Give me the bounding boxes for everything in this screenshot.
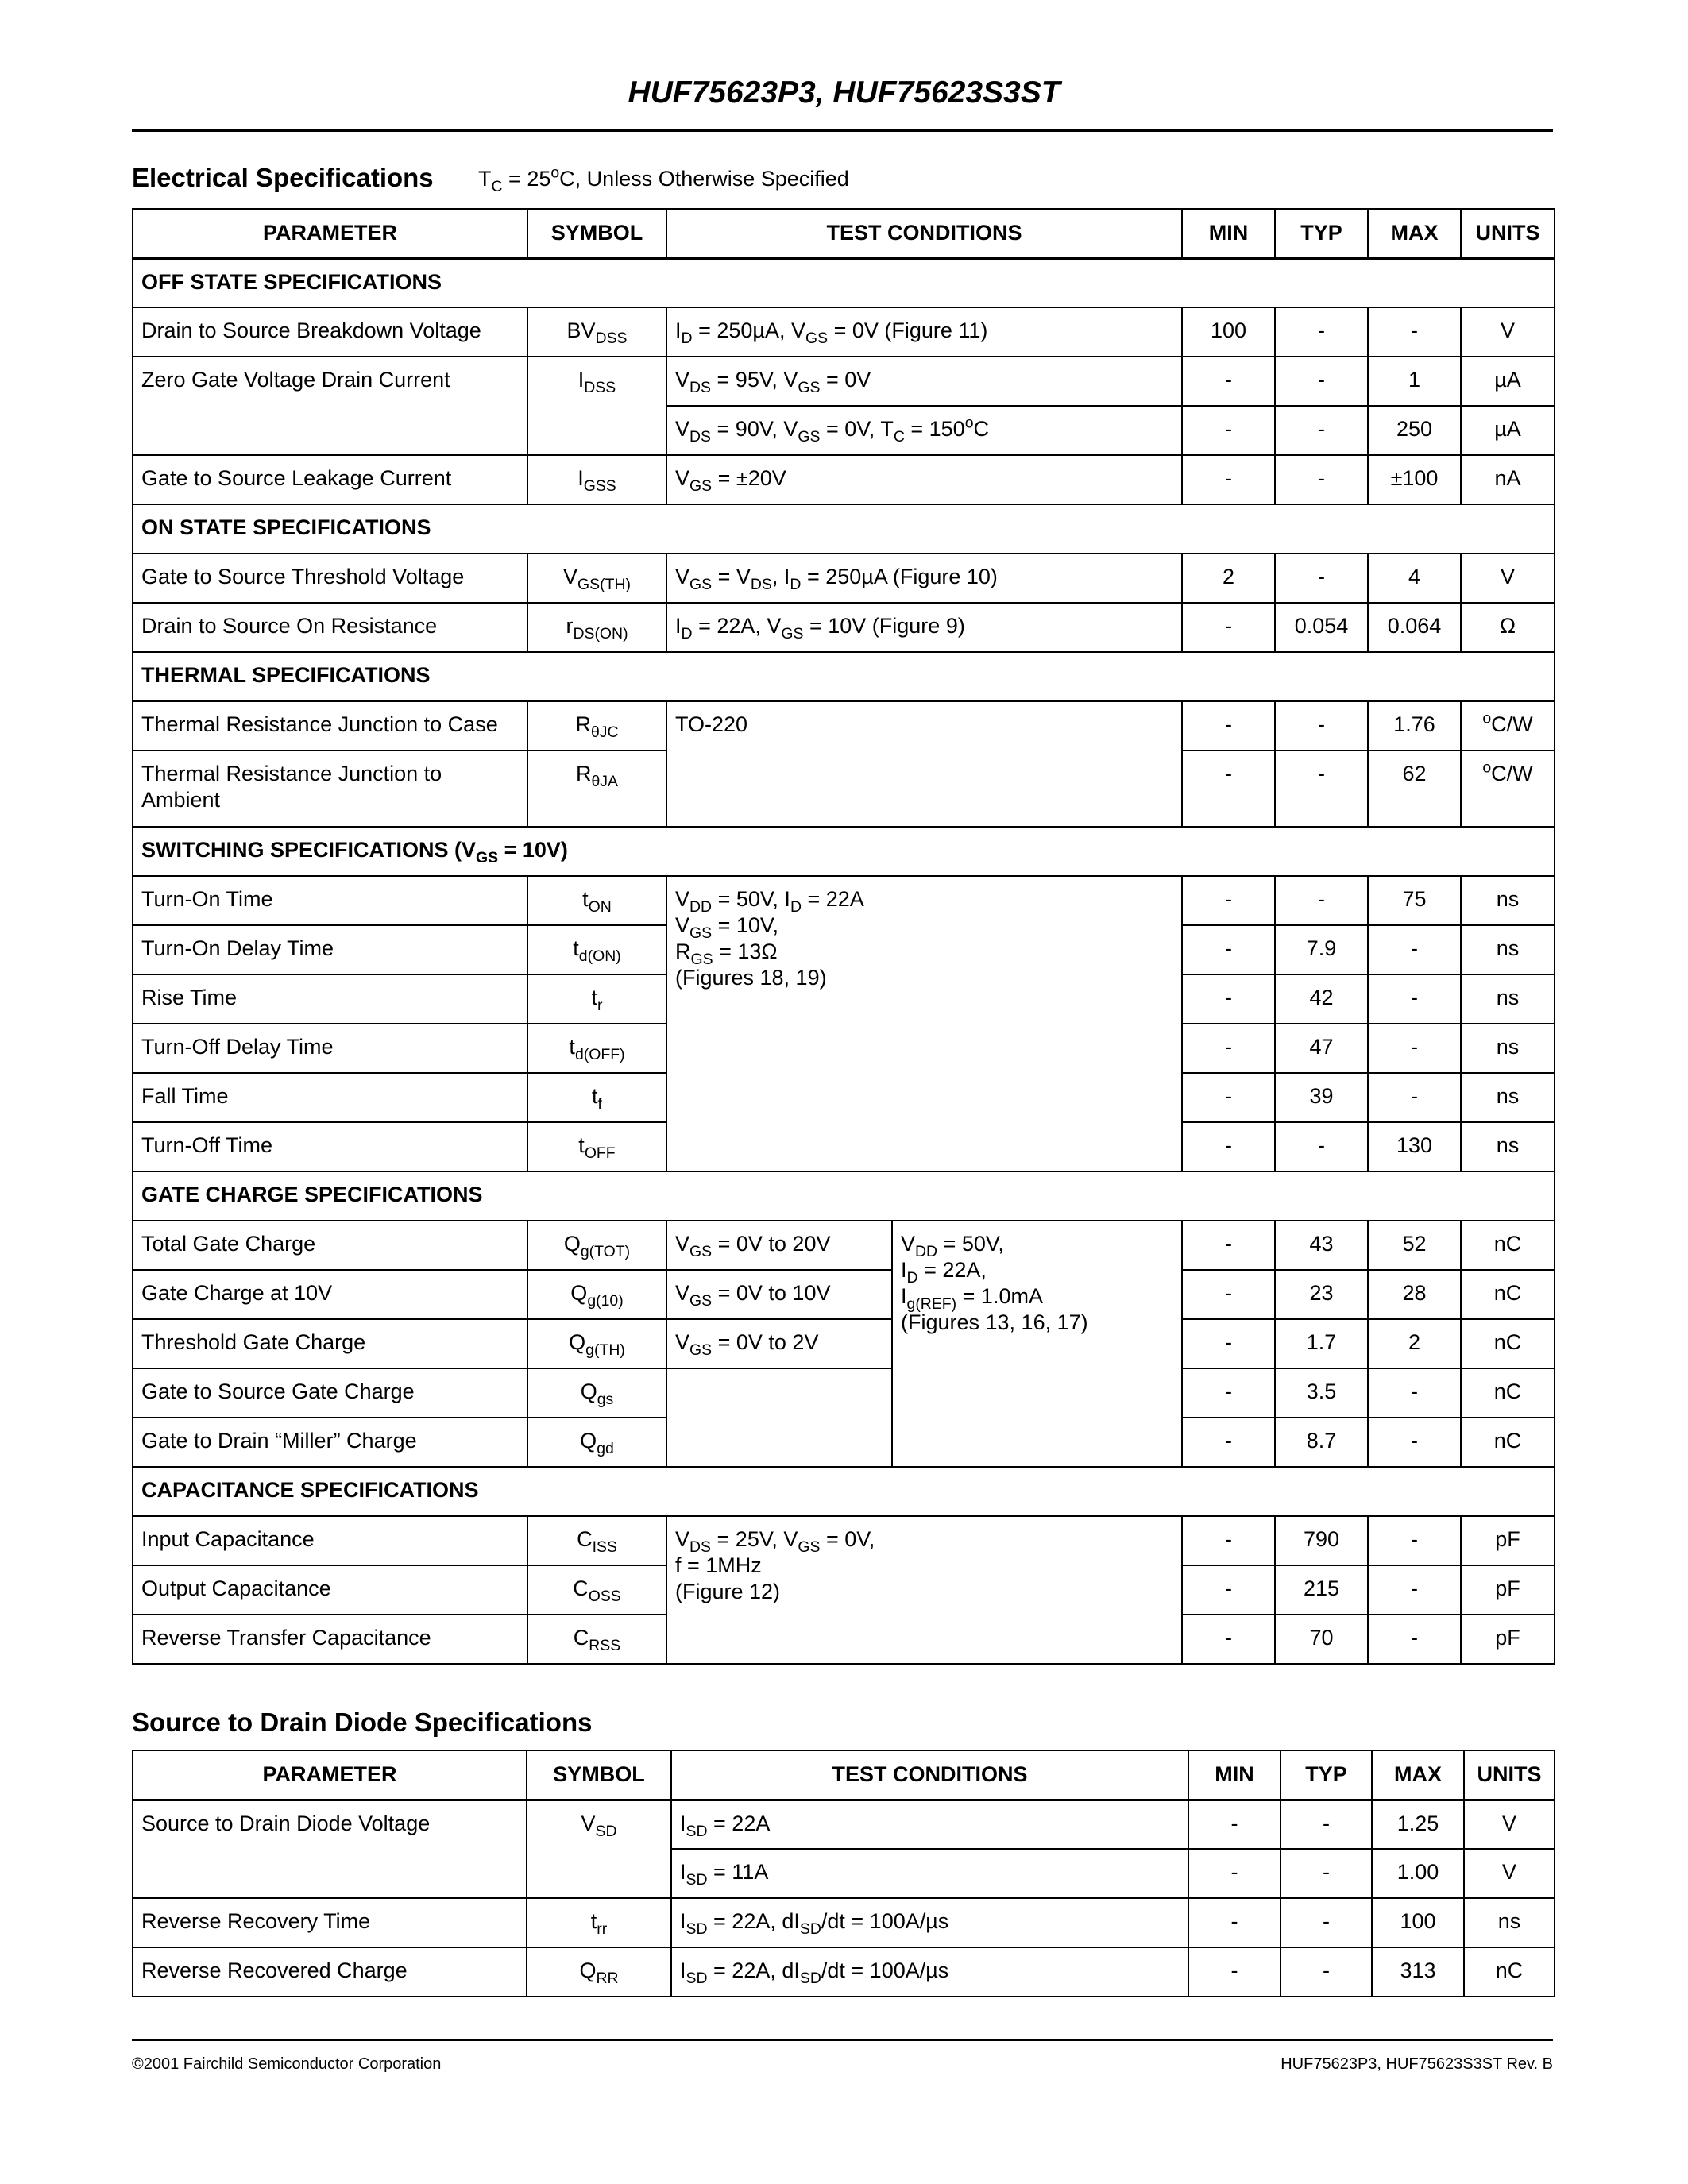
units-cell: nC xyxy=(1461,1319,1555,1368)
col-header-symbol: SYMBOL xyxy=(527,209,666,258)
table-row xyxy=(133,1516,1555,1565)
typ-cell: - xyxy=(1275,876,1368,925)
max-cell: 28 xyxy=(1368,1270,1461,1319)
col-header-symbol: SYMBOL xyxy=(527,1750,671,1800)
symbol-cell: $t_r$ xyxy=(527,974,666,1024)
diode-specs-table xyxy=(132,1750,1555,1997)
conditions-cell: $V_{GS} = V_{DS}$, $I_D = 250\mu A$ (Figure 10) xyxy=(666,554,1182,603)
condition-line: $V_{DD} = 50V$, xyxy=(901,1232,1004,1260)
symbol-cell: $Q_{gs}$ xyxy=(527,1368,666,1418)
table-row xyxy=(133,1898,1555,1947)
section-gate-charge: GATE CHARGE SPECIFICATIONS xyxy=(133,1171,1555,1221)
section-thermal: THERMAL SPECIFICATIONS xyxy=(133,652,1555,701)
capacitance-conditions-cell xyxy=(666,1516,1182,1664)
conditions-cell: $V_{GS} = 0V$ to 20V xyxy=(666,1221,892,1270)
param-cell: Threshold Gate Charge xyxy=(133,1319,527,1368)
typ-cell: 1.7 xyxy=(1275,1319,1368,1368)
col-header-typ: TYP xyxy=(1280,1750,1372,1800)
symbol-cell: $t_{d(OFF)}$ xyxy=(527,1024,666,1073)
conditions-cell: $I_{SD} = 11A$ xyxy=(671,1849,1188,1898)
col-header-parameter: PARAMETER xyxy=(133,1750,527,1800)
conditions-cell: $V_{DS} = 95V$, $V_{GS} = 0V$ xyxy=(666,357,1182,406)
col-header-typ: TYP xyxy=(1275,209,1368,258)
max-cell: - xyxy=(1368,1615,1461,1664)
conditions-cell: $V_{DS} = 90V$, $V_{GS} = 0V$, $T_C = 150^oC$ xyxy=(666,406,1182,455)
typ-cell: 3.5 xyxy=(1275,1368,1368,1418)
table-row xyxy=(133,1947,1555,1997)
table-row xyxy=(133,701,1555,751)
param-cell: Turn-On Delay Time xyxy=(133,925,527,974)
typ-cell: - xyxy=(1275,554,1368,603)
typ-cell: 47 xyxy=(1275,1024,1368,1073)
max-cell: 4 xyxy=(1368,554,1461,603)
table-row xyxy=(133,455,1555,504)
symbol-cell: $I_{DSS}$ xyxy=(527,357,666,455)
units-cell: V xyxy=(1464,1849,1555,1898)
param-cell: Thermal Resistance Junction to Case xyxy=(133,701,527,751)
units-cell: pF xyxy=(1461,1615,1555,1664)
units-cell: Ω xyxy=(1461,603,1555,652)
table-header-row xyxy=(133,209,1555,258)
min-cell: - xyxy=(1182,1221,1275,1270)
units-cell: nC xyxy=(1461,1368,1555,1418)
param-cell: Input Capacitance xyxy=(133,1516,527,1565)
section-off-state: OFF STATE SPECIFICATIONS xyxy=(133,258,1555,307)
symbol-cell: $Q_{g(TOT)}$ xyxy=(527,1221,666,1270)
diode-specs-title: Source to Drain Diode Specifications xyxy=(132,1707,593,1737)
units-cell: nC xyxy=(1461,1221,1555,1270)
condition-line: (Figures 13, 16, 17) xyxy=(901,1310,1088,1334)
typ-cell: - xyxy=(1280,1947,1372,1997)
col-header-max: MAX xyxy=(1372,1750,1464,1800)
symbol-cell: $Q_{g(TH)}$ xyxy=(527,1319,666,1368)
symbol-cell: $C_{ISS}$ xyxy=(527,1516,666,1565)
symbol-cell: $C_{RSS}$ xyxy=(527,1615,666,1664)
min-cell: - xyxy=(1182,603,1275,652)
typ-cell: 8.7 xyxy=(1275,1418,1368,1467)
typ-cell: 215 xyxy=(1275,1565,1368,1615)
min-cell: - xyxy=(1182,357,1275,406)
param-cell: Source to Drain Diode Voltage xyxy=(133,1800,527,1898)
min-cell: - xyxy=(1182,1270,1275,1319)
max-cell: - xyxy=(1368,1565,1461,1615)
min-cell: 100 xyxy=(1182,307,1275,357)
typ-cell: - xyxy=(1275,307,1368,357)
electrical-specs-condition-note: $T_C = 25^oC$, Unless Otherwise Specified xyxy=(478,164,849,195)
max-cell: - xyxy=(1368,974,1461,1024)
param-cell: Gate to Source Threshold Voltage xyxy=(133,554,527,603)
max-cell: 130 xyxy=(1368,1122,1461,1171)
max-cell: 1.25 xyxy=(1372,1800,1464,1849)
symbol-cell: $Q_{gd}$ xyxy=(527,1418,666,1467)
min-cell: - xyxy=(1182,1418,1275,1467)
param-cell: Reverse Transfer Capacitance xyxy=(133,1615,527,1664)
max-cell: 100 xyxy=(1372,1898,1464,1947)
gate-charge-conditions-cell xyxy=(892,1221,1182,1467)
min-cell: - xyxy=(1182,1073,1275,1122)
condition-line: $I_{g(REF)} = 1.0mA$ xyxy=(901,1284,1043,1313)
param-cell: Thermal Resistance Junction to Ambient xyxy=(133,751,527,827)
condition-line: $R_{GS} = 13\Omega$ xyxy=(675,940,778,968)
symbol-cell: $Q_{RR}$ xyxy=(527,1947,671,1997)
conditions-cell: $V_{GS} = 0V$ to 10V xyxy=(666,1270,892,1319)
units-cell: $^o$C/W xyxy=(1461,701,1555,751)
units-cell: ns xyxy=(1461,1024,1555,1073)
symbol-cell: $r_{DS(ON)}$ xyxy=(527,603,666,652)
col-header-min: MIN xyxy=(1182,209,1275,258)
conditions-cell: $I_D = 22A$, $V_{GS} = 10V$ (Figure 9) xyxy=(666,603,1182,652)
symbol-cell: $R_{\theta JA}$ xyxy=(527,751,666,827)
max-cell: 2 xyxy=(1368,1319,1461,1368)
units-cell: ns xyxy=(1464,1898,1555,1947)
param-cell: Reverse Recovery Time xyxy=(133,1898,527,1947)
max-cell: ±100 xyxy=(1368,455,1461,504)
typ-cell: - xyxy=(1275,1122,1368,1171)
param-cell: Gate to Source Gate Charge xyxy=(133,1368,527,1418)
min-cell: - xyxy=(1182,1615,1275,1664)
param-cell: Total Gate Charge xyxy=(133,1221,527,1270)
max-cell: 62 xyxy=(1368,751,1461,827)
electrical-specs-table xyxy=(132,208,1555,1665)
min-cell: - xyxy=(1188,1800,1280,1849)
units-cell: pF xyxy=(1461,1565,1555,1615)
symbol-cell: $I_{GSS}$ xyxy=(527,455,666,504)
min-cell: - xyxy=(1182,876,1275,925)
param-cell: Zero Gate Voltage Drain Current xyxy=(133,357,527,455)
section-row xyxy=(133,827,1555,876)
units-cell: V xyxy=(1461,307,1555,357)
max-cell: 250 xyxy=(1368,406,1461,455)
typ-cell: 23 xyxy=(1275,1270,1368,1319)
units-cell: nC xyxy=(1461,1270,1555,1319)
max-cell: 1.76 xyxy=(1368,701,1461,751)
min-cell: - xyxy=(1182,1516,1275,1565)
min-cell: - xyxy=(1188,1898,1280,1947)
conditions-cell: TO-220 xyxy=(666,701,1182,827)
footer-copyright: ©2001 Fairchild Semiconductor Corporation xyxy=(132,2055,442,2073)
col-header-test-conditions: TEST CONDITIONS xyxy=(671,1750,1188,1800)
col-header-parameter: PARAMETER xyxy=(133,209,527,258)
min-cell: - xyxy=(1188,1849,1280,1898)
section-row xyxy=(133,258,1555,307)
section-capacitance: CAPACITANCE SPECIFICATIONS xyxy=(133,1467,1555,1516)
table-row xyxy=(133,876,1555,925)
max-cell: 75 xyxy=(1368,876,1461,925)
symbol-cell: $R_{\theta JC}$ xyxy=(527,701,666,751)
condition-line: $V_{DS} = 25V$, $V_{GS} = 0V$, xyxy=(675,1527,875,1556)
symbol-cell: $V_{SD}$ xyxy=(527,1800,671,1898)
table-header-row xyxy=(133,1750,1555,1800)
min-cell: - xyxy=(1182,1024,1275,1073)
typ-cell: - xyxy=(1275,406,1368,455)
table-row xyxy=(133,1800,1555,1849)
typ-cell: - xyxy=(1280,1800,1372,1849)
header-rule xyxy=(132,129,1553,132)
min-cell: - xyxy=(1182,406,1275,455)
units-cell: V xyxy=(1464,1800,1555,1849)
max-cell: - xyxy=(1368,925,1461,974)
condition-line: (Figures 18, 19) xyxy=(675,966,827,990)
min-cell: - xyxy=(1182,1565,1275,1615)
symbol-cell: $t_{ON}$ xyxy=(527,876,666,925)
symbol-cell: $t_f$ xyxy=(527,1073,666,1122)
section-on-state: ON STATE SPECIFICATIONS xyxy=(133,504,1555,554)
footer-part-revision: HUF75623P3, HUF75623S3ST Rev. B xyxy=(1280,2055,1553,2073)
min-cell: - xyxy=(1182,455,1275,504)
units-cell: ns xyxy=(1461,1122,1555,1171)
min-cell: 2 xyxy=(1182,554,1275,603)
units-cell: µA xyxy=(1461,357,1555,406)
table-row xyxy=(133,357,1555,406)
min-cell: - xyxy=(1188,1947,1280,1997)
min-cell: - xyxy=(1182,701,1275,751)
section-row xyxy=(133,652,1555,701)
max-cell: - xyxy=(1368,307,1461,357)
table-row xyxy=(133,1368,1555,1418)
max-cell: - xyxy=(1368,1418,1461,1467)
symbol-cell: $t_{rr}$ xyxy=(527,1898,671,1947)
page-title: HUF75623P3, HUF75623S3ST xyxy=(628,75,1060,110)
table-row xyxy=(133,554,1555,603)
table-row xyxy=(133,1319,1555,1368)
table-row xyxy=(133,307,1555,357)
typ-cell: - xyxy=(1280,1898,1372,1947)
conditions-cell: $I_{SD} = 22A$, $dI_{SD}/dt = 100A/\mu s$ xyxy=(671,1898,1188,1947)
section-row xyxy=(133,504,1555,554)
conditions-cell: $I_{SD} = 22A$, $dI_{SD}/dt = 100A/\mu s$ xyxy=(671,1947,1188,1997)
conditions-cell-empty xyxy=(666,1368,892,1467)
typ-cell: 42 xyxy=(1275,974,1368,1024)
footer-rule xyxy=(132,2039,1553,2041)
units-cell: nA xyxy=(1461,455,1555,504)
section-row xyxy=(133,1467,1555,1516)
max-cell: 1.00 xyxy=(1372,1849,1464,1898)
param-cell: Drain to Source Breakdown Voltage xyxy=(133,307,527,357)
symbol-cell: $BV_{DSS}$ xyxy=(527,307,666,357)
max-cell: 313 xyxy=(1372,1947,1464,1997)
param-cell: Reverse Recovered Charge xyxy=(133,1947,527,1997)
units-cell: $^o$C/W xyxy=(1461,751,1555,827)
typ-cell: - xyxy=(1275,701,1368,751)
symbol-cell: $t_{d(ON)}$ xyxy=(527,925,666,974)
switching-conditions-cell xyxy=(666,876,1182,1171)
param-cell: Gate to Drain “Miller” Charge xyxy=(133,1418,527,1467)
units-cell: ns xyxy=(1461,925,1555,974)
col-header-min: MIN xyxy=(1188,1750,1280,1800)
min-cell: - xyxy=(1182,751,1275,827)
units-cell: pF xyxy=(1461,1516,1555,1565)
param-cell: Gate Charge at 10V xyxy=(133,1270,527,1319)
condition-line: $V_{GS} = 10V$, xyxy=(675,913,778,942)
min-cell: - xyxy=(1182,925,1275,974)
max-cell: 0.064 xyxy=(1368,603,1461,652)
units-cell: nC xyxy=(1464,1947,1555,1997)
section-row xyxy=(133,1171,1555,1221)
min-cell: - xyxy=(1182,1319,1275,1368)
typ-cell: 790 xyxy=(1275,1516,1368,1565)
electrical-specs-title: Electrical Specifications xyxy=(132,163,434,192)
units-cell: ns xyxy=(1461,876,1555,925)
typ-cell: 70 xyxy=(1275,1615,1368,1664)
condition-line: f = 1MHz xyxy=(675,1553,762,1577)
conditions-cell: $I_D = 250\mu A$, $V_{GS} = 0V$ (Figure 11) xyxy=(666,307,1182,357)
param-cell: Turn-Off Time xyxy=(133,1122,527,1171)
table-row xyxy=(133,1221,1555,1270)
symbol-cell: $Q_{g(10)}$ xyxy=(527,1270,666,1319)
col-header-units: UNITS xyxy=(1461,209,1555,258)
col-header-test-conditions: TEST CONDITIONS xyxy=(666,209,1182,258)
symbol-cell: $t_{OFF}$ xyxy=(527,1122,666,1171)
typ-cell: - xyxy=(1275,751,1368,827)
symbol-cell: $C_{OSS}$ xyxy=(527,1565,666,1615)
symbol-cell: $V_{GS(TH)}$ xyxy=(527,554,666,603)
param-cell: Output Capacitance xyxy=(133,1565,527,1615)
section-switching: SWITCHING SPECIFICATIONS $(V_{GS} = 10V)$ xyxy=(133,827,1555,876)
condition-line: (Figure 12) xyxy=(675,1580,781,1603)
typ-cell: 39 xyxy=(1275,1073,1368,1122)
units-cell: µA xyxy=(1461,406,1555,455)
conditions-cell: $V_{GS} = \pm 20V$ xyxy=(666,455,1182,504)
conditions-cell: $I_{SD} = 22A$ xyxy=(671,1800,1188,1849)
typ-cell: - xyxy=(1275,357,1368,406)
typ-cell: 43 xyxy=(1275,1221,1368,1270)
max-cell: - xyxy=(1368,1073,1461,1122)
table-row xyxy=(133,1270,1555,1319)
condition-line: $V_{DD} = 50V$, $I_D = 22A$ xyxy=(675,887,864,916)
col-header-units: UNITS xyxy=(1464,1750,1555,1800)
typ-cell: - xyxy=(1280,1849,1372,1898)
param-cell: Turn-On Time xyxy=(133,876,527,925)
col-header-max: MAX xyxy=(1368,209,1461,258)
typ-cell: - xyxy=(1275,455,1368,504)
param-cell: Turn-Off Delay Time xyxy=(133,1024,527,1073)
param-cell: Rise Time xyxy=(133,974,527,1024)
units-cell: nC xyxy=(1461,1418,1555,1467)
units-cell: V xyxy=(1461,554,1555,603)
param-cell: Gate to Source Leakage Current xyxy=(133,455,527,504)
condition-line: $I_D = 22A$, xyxy=(901,1258,987,1287)
max-cell: 1 xyxy=(1368,357,1461,406)
min-cell: - xyxy=(1182,1368,1275,1418)
max-cell: 52 xyxy=(1368,1221,1461,1270)
typ-cell: 0.054 xyxy=(1275,603,1368,652)
max-cell: - xyxy=(1368,1368,1461,1418)
min-cell: - xyxy=(1182,1122,1275,1171)
param-cell: Fall Time xyxy=(133,1073,527,1122)
table-row xyxy=(133,603,1555,652)
conditions-cell: $V_{GS} = 0V$ to 2V xyxy=(666,1319,892,1368)
min-cell: - xyxy=(1182,974,1275,1024)
max-cell: - xyxy=(1368,1516,1461,1565)
max-cell: - xyxy=(1368,1024,1461,1073)
typ-cell: 7.9 xyxy=(1275,925,1368,974)
units-cell: ns xyxy=(1461,974,1555,1024)
units-cell: ns xyxy=(1461,1073,1555,1122)
param-cell: Drain to Source On Resistance xyxy=(133,603,527,652)
